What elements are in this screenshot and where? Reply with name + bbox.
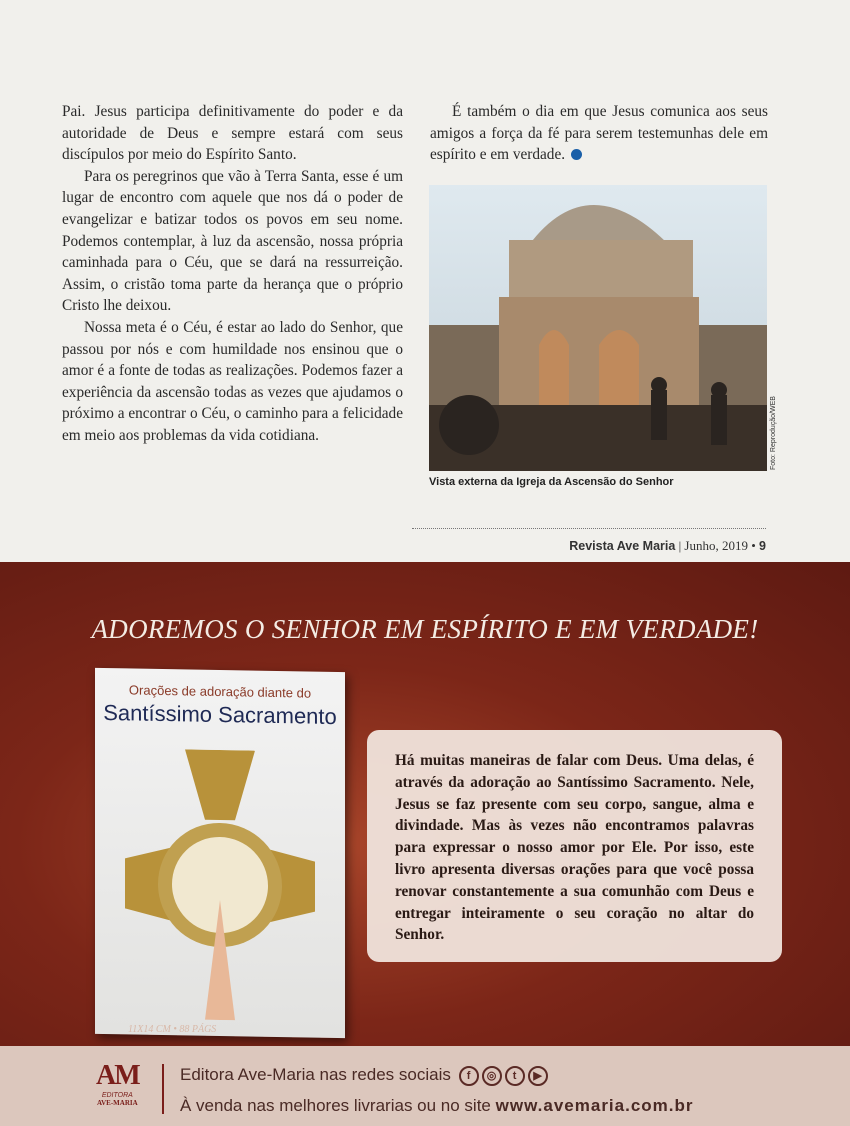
instagram-icon[interactable]: ◎ [482, 1066, 502, 1086]
ad-headline: ADOREMOS O SENHOR EM ESPÍRITO E EM VERDADE! [91, 614, 759, 644]
folio [569, 538, 766, 554]
paragraph: Para os peregrinos que vão à Terra Santa, esse é um lugar de encontro com aquele que nos dá o poder de evangelizar e batizar todos os povos em seu nome. Podemos contemplar, à luz da ascensão, nossa própria caminhada para o Céu, que se dará na ressurreição. Assim, o cristão toma parte da herança que o próprio Cristo lhe deixou. [62, 167, 403, 315]
facebook-icon[interactable]: f [459, 1066, 479, 1086]
article-left-column [62, 101, 403, 447]
photo-credit: Foto: Reprodução/WEB [770, 396, 777, 470]
footer-bar [0, 1046, 850, 1126]
end-mark-icon [571, 149, 582, 160]
issue-date: Junho, 2019 [684, 538, 748, 553]
twitter-icon[interactable]: t [505, 1066, 525, 1086]
photo-caption: Vista externa da Igreja da Ascensão do Senhor [429, 476, 674, 488]
editora-logo: AM EDITORA AVE-MARIA [96, 1060, 139, 1107]
book-description: Há muitas maneiras de falar com Deus. Uma delas, é através da adoração ao Santíssimo Sacramento. Nele, Jesus se faz presente com seu corpo, sangue, alma e divindade. Mas às vezes não encontramos palavras para expressar o nosso amor por Ele. Por isso, este livro apresenta diversas orações para que você possa renovar constantemente a sua comunhão com Deus e entregar inteiramente o seu coração no altar do Senhor. [367, 730, 782, 962]
paragraph: Nossa meta é o Céu, é estar ao lado do Senhor, que passou por nós e com humildade nos ensinou que o amor é a fonte de todas as realizações. Podemos fazer a experiência da ascensão todas as vezes que ajudamos o próximo a encontrar o Céu, o caminho para a felicidade em meio aos problemas da vida cotidiana. [62, 318, 403, 444]
website-link[interactable]: www.avemaria.com.br [495, 1096, 694, 1115]
book-advertisement [0, 562, 850, 1126]
paragraph: Pai. Jesus participa definitivamente do poder e da autoridade de Deus e sempre estará com seus discípulos por meio do Espírito Santo. [62, 103, 403, 164]
divider [412, 528, 766, 529]
book-size: 11X14 CM • 88 PÁGS [128, 1024, 217, 1035]
paragraph: É também o dia em que Jesus comunica aos seus amigos a força da fé para serem testemunhas dele em espírito e em verdade. [430, 103, 768, 164]
social-line: Editora Ave-Maria nas redes sociais f ◎ t ▶ [180, 1065, 548, 1086]
magazine-name: Revista Ave Maria [569, 539, 676, 553]
book-subtitle: Orações de adoração diante do [128, 682, 312, 701]
book-title: Santíssimo Sacramento [103, 699, 337, 730]
page-number: 9 [759, 539, 766, 553]
divider [162, 1064, 164, 1114]
church-photo [429, 185, 767, 471]
separator: | [678, 538, 682, 553]
monstrance-illustration [125, 748, 315, 1021]
bullet: • [751, 538, 756, 553]
book-cover [95, 668, 345, 1038]
youtube-icon[interactable]: ▶ [528, 1066, 548, 1086]
article-right-column [430, 101, 768, 166]
sale-line: À venda nas melhores livrarias ou no site www.avemaria.com.br [180, 1096, 694, 1115]
